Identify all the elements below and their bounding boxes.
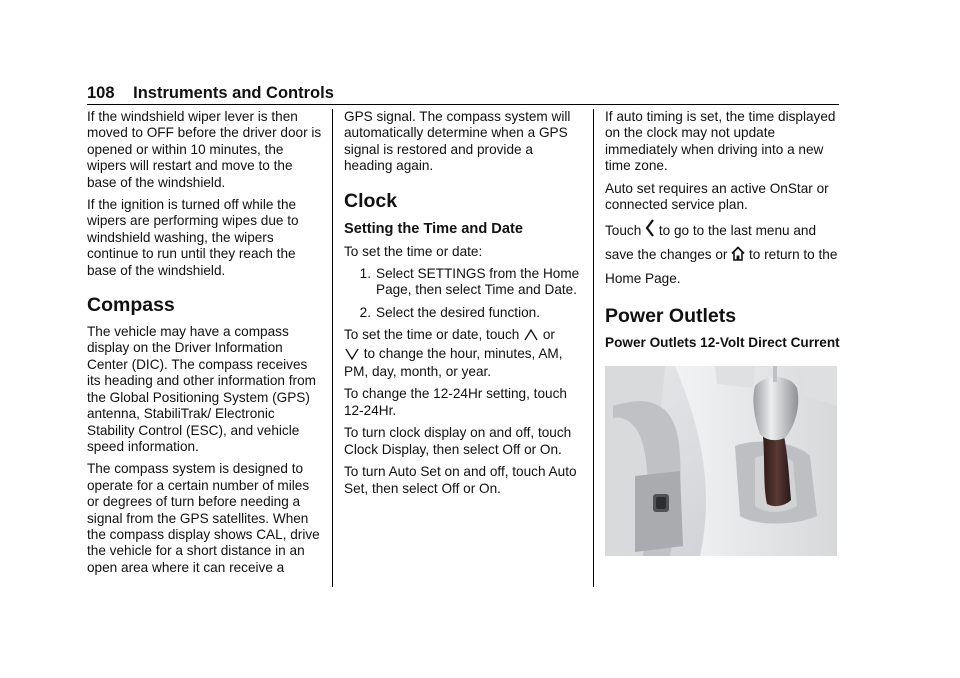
paragraph: The vehicle may have a compass display on the Driver Information Center (DIC). The compass receives its heading and other information from the Global Positioning System (GPS) antenna, StabiliTrak/ Electronic Stability Control (ESC), and vehicle speed information.: [87, 324, 316, 454]
paragraph: The compass system is designed to operate for a certain number of miles or degrees of turn before needing a signal from the GPS satellites. When the compass display shows CAL, drive the vehicle for a short distance in an open area where it can receive a: [87, 461, 320, 575]
paragraph: To set the time or date:: [344, 243, 483, 259]
column-divider: [332, 109, 333, 587]
page-header: [87, 82, 839, 105]
paragraph: GPS signal. The compass system will automatically determine when a GPS signal is restored and provide a heading again.: [344, 109, 571, 174]
home-icon: [731, 246, 745, 268]
step-number: 1.: [359, 266, 371, 282]
text-run: or: [542, 327, 555, 343]
paragraph: If auto timing is set, the time displayed on the clock may not update immediately when driving into a new time zone.: [605, 109, 836, 174]
steps-list: [344, 266, 580, 321]
compass-heading: Compass: [87, 294, 175, 317]
step-number: 2.: [359, 304, 371, 320]
down-chevron-icon: [344, 348, 360, 364]
section-title: Instruments and Controls: [133, 84, 334, 102]
paragraph: To turn clock display on and off, touch Clock Display, then select Off or On.: [344, 425, 572, 457]
text-run: to change the hour, minutes, AM, PM, day, month, or year.: [344, 345, 563, 380]
paragraph: To change the 12-24Hr setting, touch 12-24Hr.: [344, 386, 567, 418]
paragraph: If the ignition is turned off while the wipers are performing wipes due to windshield washing, the wipers continue to run until they reach the base of the windshield.: [87, 197, 299, 278]
power-outlets-heading: Power Outlets: [605, 305, 737, 328]
text-run: to return to the Home Page.: [605, 247, 838, 287]
paragraph: Auto set requires an active OnStar or connected service plan.: [605, 180, 829, 213]
paragraph: [605, 219, 841, 290]
text-run: to go to the last menu and save the changes or: [605, 223, 817, 263]
list-item: [344, 266, 580, 299]
paragraph: To turn Auto Set on and off, touch Auto Set, then select Off or On.: [344, 464, 577, 496]
page-number: 108: [87, 84, 115, 102]
power-outlets-subheading: Power Outlets 12-Volt Direct Current: [605, 335, 840, 351]
clock-heading: Clock: [344, 189, 398, 212]
column-3: [605, 109, 841, 556]
paragraph: If the windshield wiper lever is then moved to OFF before the driver door is opened or within 10 minutes, the wipers will restart and move to the base of the windshield.: [87, 109, 322, 190]
step-text: Select SETTINGS from the Home Page, then select Time and Date.: [376, 266, 580, 298]
column-1: [87, 109, 323, 582]
text-run: Touch: [605, 223, 642, 239]
column-2: [344, 109, 580, 503]
column-divider: [593, 109, 594, 587]
text-run: To set the time or date, touch: [344, 327, 520, 343]
list-item: [344, 305, 580, 321]
step-text: Select the desired function.: [376, 304, 540, 320]
back-chevron-icon: [645, 219, 655, 244]
paragraph: [344, 327, 580, 380]
setting-time-heading: Setting the Time and Date: [344, 220, 523, 237]
up-chevron-icon: [523, 329, 539, 345]
power-outlet-photo: [605, 366, 837, 556]
